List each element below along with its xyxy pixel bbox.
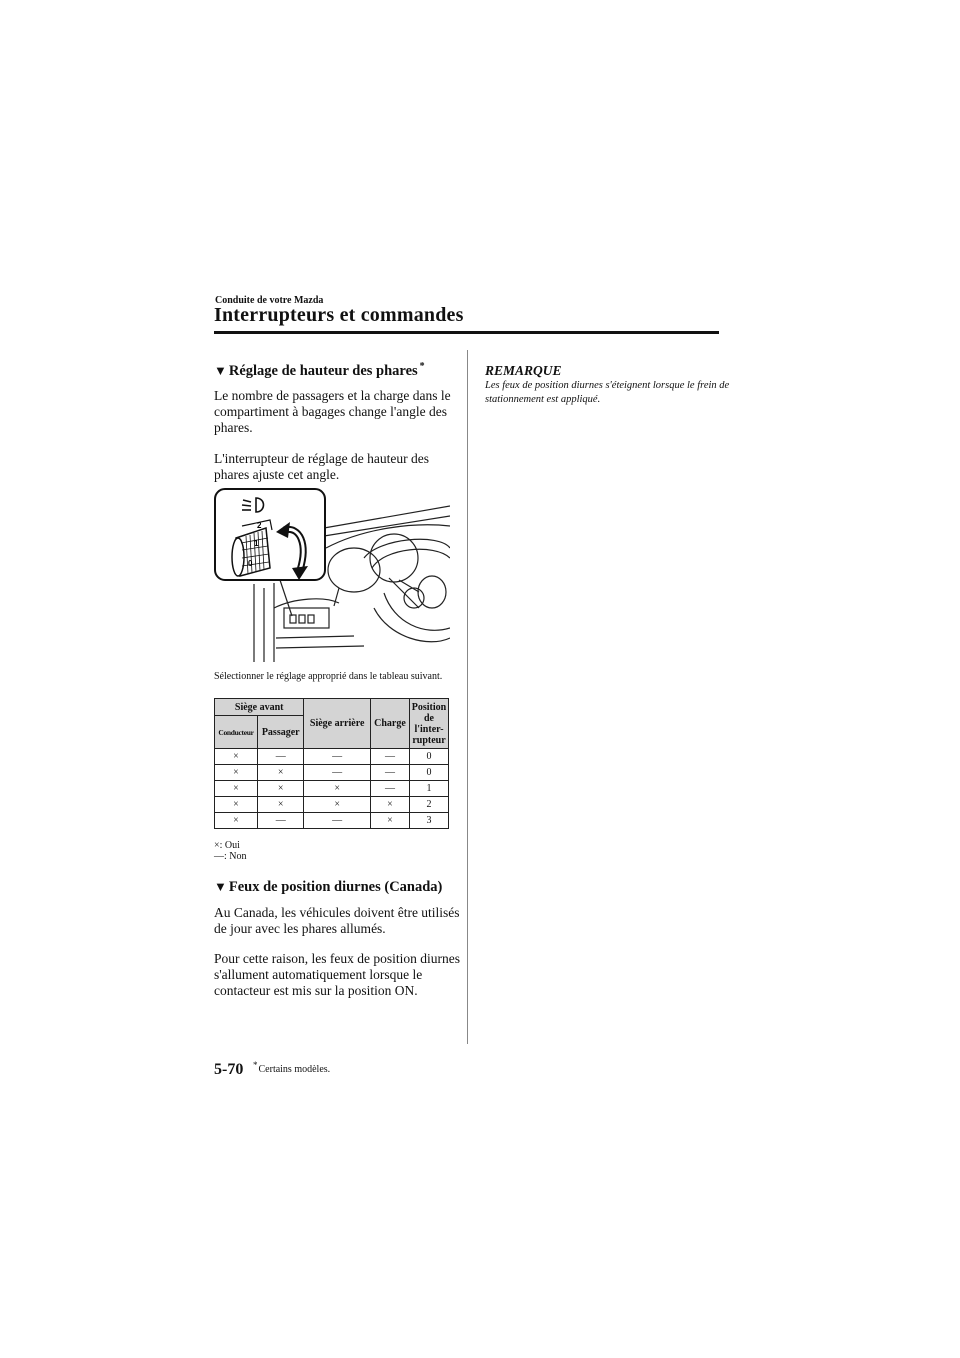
header-driver: Conducteur xyxy=(215,716,258,749)
table-cell: 2 xyxy=(410,797,449,813)
asterisk-icon: * xyxy=(419,361,425,372)
table-cell: — xyxy=(370,765,409,781)
table-cell: × xyxy=(304,781,370,797)
legend-yes: ×: Oui xyxy=(214,840,240,851)
paragraph: Au Canada, les véhicules doivent être utilisés de jour avec les phares allumés. xyxy=(214,905,460,936)
dial-label-2: 2 xyxy=(257,521,262,530)
column-divider xyxy=(467,350,468,1044)
page-number: 5-70 xyxy=(214,1061,244,1078)
figure-caption: Sélectionner le réglage approprié dans le tableau suivant. xyxy=(214,671,443,682)
table-row xyxy=(215,813,449,829)
heading-text: Réglage de hauteur des phares xyxy=(228,362,418,379)
table-cell: × xyxy=(215,749,258,765)
table-cell: 0 xyxy=(410,765,449,781)
footnote-text: Certains modèles. xyxy=(258,1064,331,1075)
section-heading-daytime-running-lights xyxy=(214,879,442,896)
table-cell: 3 xyxy=(410,813,449,829)
header-passenger: Passager xyxy=(258,716,304,749)
section-label: Conduite de votre Mazda xyxy=(215,295,324,306)
table-row xyxy=(215,781,449,797)
title-rule xyxy=(214,331,719,334)
dial-label-0: 0 xyxy=(248,559,253,568)
table-cell: — xyxy=(304,749,370,765)
table-cell: — xyxy=(304,765,370,781)
paragraph: Pour cette raison, les feux de position diurnes s'allument automatiquement lorsque le contacteur est mis sur la position ON. xyxy=(214,951,460,998)
legend-no: —: Non xyxy=(214,851,247,862)
header-switch-position: Position de l'inter-rupteur xyxy=(410,699,449,749)
table-cell: × xyxy=(215,765,258,781)
table-cell: × xyxy=(258,781,304,797)
section-heading-headlight-leveling xyxy=(214,361,425,380)
paragraph: Le nombre de passagers et la charge dans le compartiment à bagages change l'angle des phares. xyxy=(214,388,451,435)
table-cell: × xyxy=(304,797,370,813)
table-cell: × xyxy=(258,797,304,813)
table-cell: — xyxy=(370,749,409,765)
dial-label-1: 1 xyxy=(254,539,259,548)
page-title: Interrupteurs et commandes xyxy=(214,304,464,326)
triangle-marker-icon: ▼ xyxy=(214,879,227,894)
header-charge: Charge xyxy=(370,699,409,749)
headlight-leveling-figure xyxy=(214,488,450,662)
header-rear-seat: Siège arrière xyxy=(304,699,370,749)
table-cell: × xyxy=(370,797,409,813)
note-body: Les feux de position diurnes s'éteignent lorsque le frein de stationnement est appliqué. xyxy=(485,380,730,405)
table-cell: — xyxy=(304,813,370,829)
table-cell: 1 xyxy=(410,781,449,797)
triangle-marker-icon: ▼ xyxy=(214,362,227,378)
table-cell: × xyxy=(215,781,258,797)
table-row xyxy=(215,765,449,781)
table-cell: × xyxy=(215,797,258,813)
table-cell: × xyxy=(258,765,304,781)
paragraph: L'interrupteur de réglage de hauteur des phares ajuste cet angle. xyxy=(214,451,429,482)
table-cell: × xyxy=(370,813,409,829)
note-heading: REMARQUE xyxy=(485,363,562,378)
table-cell: — xyxy=(258,813,304,829)
footnote xyxy=(253,1060,331,1075)
table-cell: × xyxy=(215,813,258,829)
table-legend xyxy=(214,840,247,862)
leveling-table xyxy=(214,698,449,829)
table-cell: — xyxy=(370,781,409,797)
heading-text: Feux de position diurnes (Canada) xyxy=(228,879,443,895)
table-row xyxy=(215,749,449,765)
header-front-seat: Siège avant xyxy=(215,699,304,716)
table-cell: 0 xyxy=(410,749,449,765)
table-row xyxy=(215,797,449,813)
asterisk-icon: * xyxy=(253,1060,258,1070)
table-cell: — xyxy=(258,749,304,765)
